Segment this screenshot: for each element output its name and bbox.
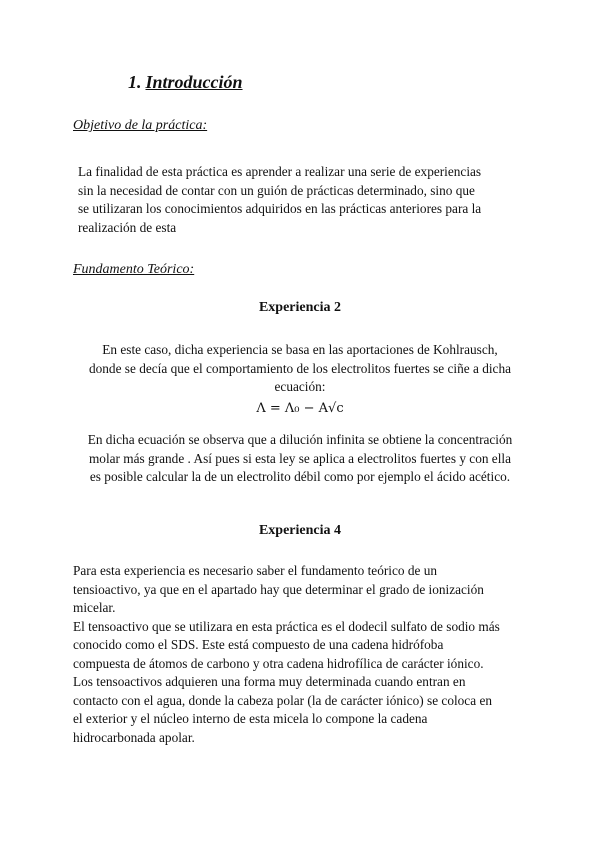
experiment-4-line: micelar. bbox=[73, 600, 116, 615]
experiment-4-line: El tensoactivo que se utilizara en esta práctica es el dodecil sulfato de sodio más bbox=[73, 618, 500, 634]
objective-line: La finalidad de esta práctica es aprender a realizar una serie de experiencias bbox=[78, 164, 482, 179]
objective-line: se utilizaran los conocimientos adquiridos en las prácticas anteriores para la bbox=[78, 201, 482, 216]
experiment-2-intro-line: donde se decía que el comportamiento de los electrolitos fuertes se ciñe a dicha bbox=[88, 360, 511, 376]
experiment-2-intro-line: En este caso, dicha experiencia se basa en las aportaciones de Kohlrausch, bbox=[102, 342, 498, 357]
experiment-4-line: conocido como el SDS. Este está compuesto de una cadena hidrófoba bbox=[73, 637, 444, 652]
experiment-4-line: el exterior y el núcleo interno de esta micela lo compone la cadena bbox=[73, 711, 428, 726]
experiment-2-intro bbox=[0, 341, 600, 397]
experiment-4-paragraph bbox=[73, 562, 500, 747]
experiment-4-title: Experiencia 4 bbox=[258, 523, 342, 538]
theory-subheading: Fundamento Teórico: bbox=[73, 262, 195, 277]
experiment-2-explanation-line: En dicha ecuación se observa que a dilución infinita se obtiene la concentración bbox=[87, 432, 513, 447]
objective-paragraph bbox=[78, 163, 481, 237]
objective-line: realización de esta bbox=[78, 219, 177, 235]
experiment-4-line: Para esta experiencia es necesario saber el fundamento teórico de un bbox=[73, 563, 438, 578]
experiment-4-line: compuesta de átomos de carbono y otra cadena hidrofílica de carácter iónico. bbox=[73, 655, 484, 671]
experiment-4-line: tensioactivo, ya que en el apartado hay que determinar el grado de ionización bbox=[73, 581, 484, 597]
experiment-4-line: Los tensoactivos adquieren una forma muy determinada cuando entran en bbox=[73, 674, 466, 689]
objective-line: sin la necesidad de contar con un guión de prácticas determinado, sino que bbox=[78, 182, 475, 198]
experiment-2-title: Experiencia 2 bbox=[258, 300, 342, 315]
section-number: 1. bbox=[128, 72, 142, 92]
section-heading bbox=[128, 72, 243, 93]
experiment-2-intro-line: ecuación: bbox=[274, 379, 326, 394]
section-title: Introducción bbox=[145, 72, 243, 92]
objective-subheading: Objetivo de la práctica: bbox=[73, 118, 208, 133]
experiment-2-explanation bbox=[0, 431, 600, 487]
experiment-2-explanation-line: es posible calcular la de un electrolito débil como por ejemplo el ácido acético. bbox=[89, 469, 511, 484]
experiment-2-explanation-line: molar más grande . Así pues si esta ley se aplica a electrolitos fuertes y con ella bbox=[88, 450, 512, 466]
kohlrausch-equation: Λ = Λ₀ − A√c bbox=[256, 401, 344, 416]
experiment-4-line: hidrocarbonada apolar. bbox=[73, 729, 195, 745]
experiment-4-line: contacto con el agua, donde la cabeza polar (la de carácter iónico) se coloca en bbox=[73, 692, 492, 708]
